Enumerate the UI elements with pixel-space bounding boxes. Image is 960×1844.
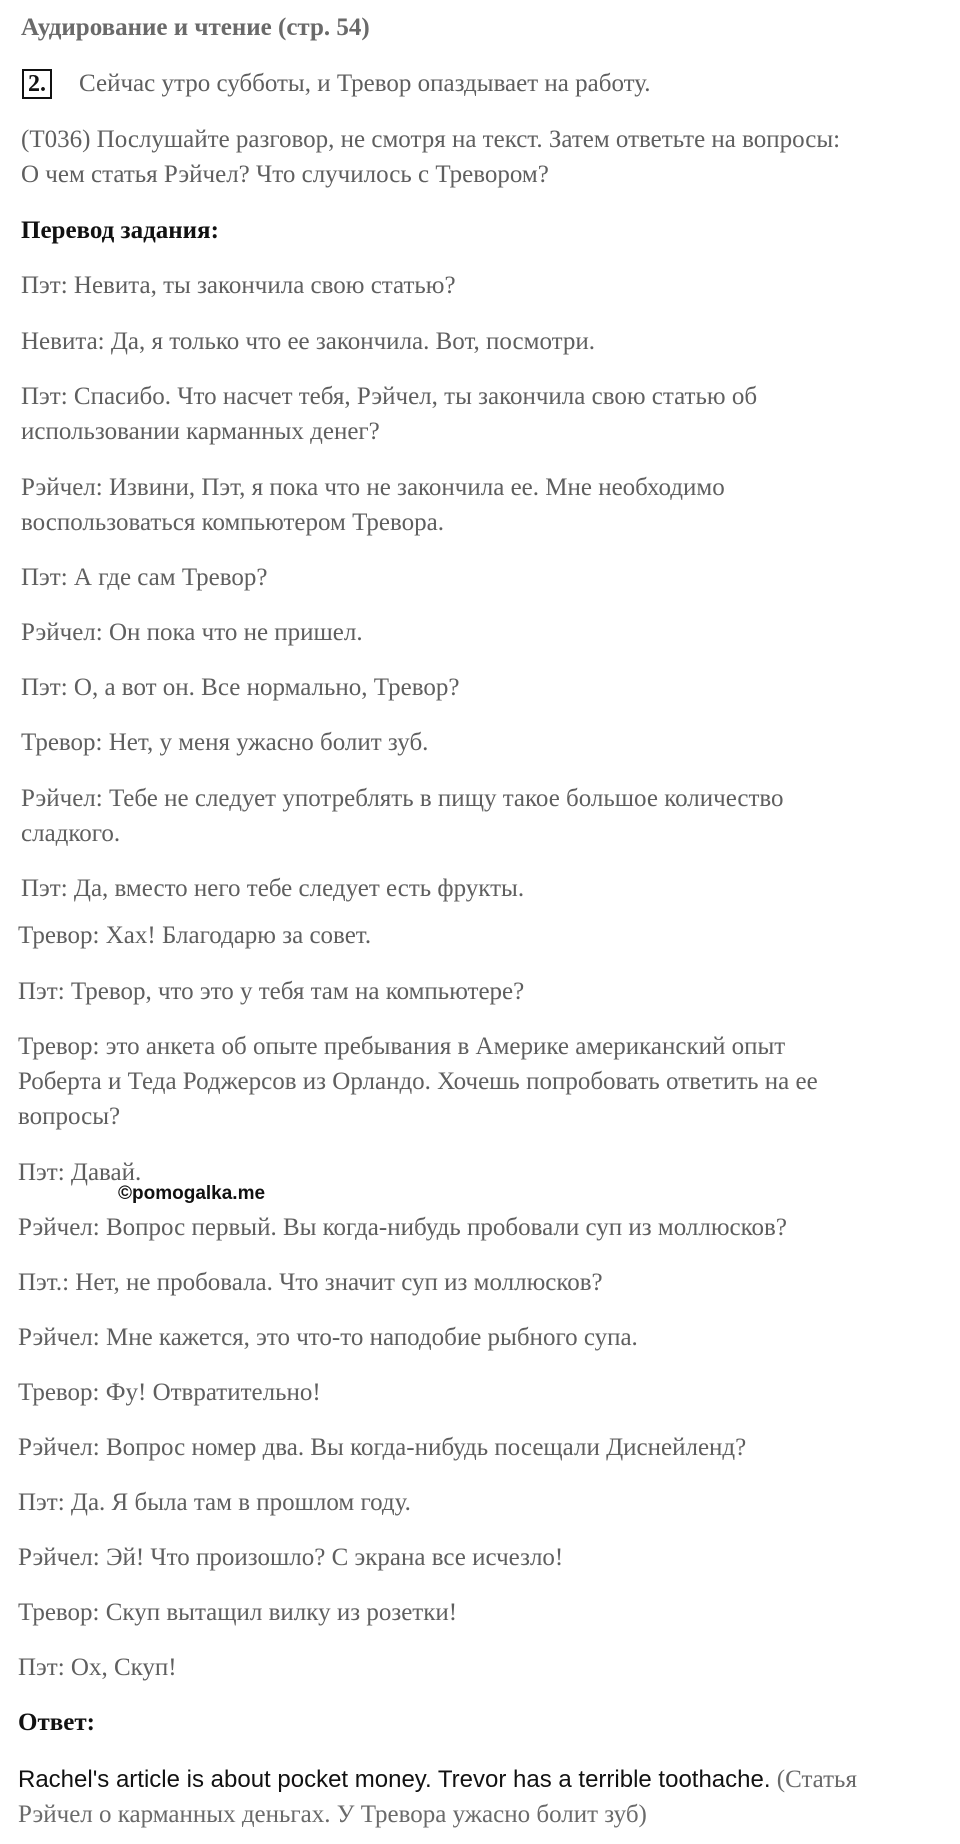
dialogue-line: вопросы? — [18, 1103, 121, 1130]
dialogue-line: Тревор: Хах! Благодарю за совет. — [18, 922, 372, 949]
dialogue-line: Рэйчел: Вопрос номер два. Вы когда-нибудь посещали Диснейленд? — [18, 1434, 747, 1461]
dialogue-line: Пэт: Тревор, что это у тебя там на компьютере? — [18, 978, 525, 1005]
dialogue-line: Пэт: Ох, Скуп! — [18, 1654, 177, 1681]
dialogue-line: Тревор: Фу! Отвратительно! — [18, 1379, 321, 1406]
dialogue-line: Тревор: Скуп вытащил вилку из розетки! — [18, 1599, 458, 1626]
dialogue-line: Рэйчел: Он пока что не пришел. — [21, 619, 363, 646]
dialogue-line: Рэйчел: Мне кажется, это что-то наподобие рыбного супа. — [18, 1324, 638, 1351]
dialogue-line: Рэйчел: Извини, Пэт, я пока что не закончила ее. Мне необходимо — [21, 474, 725, 501]
dialogue-line: Пэт: А где сам Тревор? — [21, 564, 268, 591]
answer-line-1 — [18, 1762, 857, 1797]
dialogue-line: использовании карманных денег? — [21, 418, 380, 445]
task-statement: Сейчас утро субботы, и Тревор опаздывает на работу. — [79, 70, 651, 97]
dialogue-line: Пэт: О, а вот он. Все нормально, Тревор? — [21, 674, 460, 701]
answer-heading: Ответ: — [18, 1709, 95, 1736]
dialogue-line: Пэт: Да, вместо него тебе следует есть фрукты. — [21, 875, 525, 902]
watermark-text: ©pomogalka.me — [118, 1183, 266, 1204]
dialogue-line: Пэт: Спасибо. Что насчет тебя, Рэйчел, ты закончила свою статью об — [21, 383, 758, 410]
translation-heading: Перевод задания: — [21, 217, 219, 244]
task-instruction-line-1: (T036) Послушайте разговор, не смотря на текст. Затем ответьте на вопросы: — [21, 126, 841, 153]
dialogue-line: Тревор: Нет, у меня ужасно болит зуб. — [21, 729, 429, 756]
dialogue-line: воспользоваться компьютером Тревора. — [21, 509, 444, 536]
dialogue-line: Пэт: Да. Я была там в прошлом году. — [18, 1489, 411, 1516]
dialogue-line: Пэт.: Нет, не пробовала. Что значит суп из моллюсков? — [18, 1269, 603, 1296]
dialogue-line: Роберта и Теда Роджерсов из Орландо. Хочешь попробовать ответить на ее — [18, 1068, 818, 1095]
task-instruction-line-2: О чем статья Рэйчел? Что случилось с Тревором? — [21, 161, 549, 188]
dialogue-line: Невита: Да, я только что ее закончила. Вот, посмотри. — [21, 328, 595, 355]
dialogue-line: Тревор: это анкета об опыте пребывания в Америке американский опыт — [18, 1033, 786, 1060]
dialogue-line: сладкого. — [21, 820, 121, 847]
answer-russian-start: (Статья — [776, 1766, 857, 1793]
answer-russian-line: Рэйчел о карманных деньгах. У Тревора ужасно болит зуб) — [18, 1801, 647, 1828]
dialogue-line: Пэт: Давай. — [18, 1159, 142, 1186]
answer-english: Rachel's article is about pocket money. Trevor has a terrible toothache. — [18, 1766, 771, 1793]
section-title: Аудирование и чтение (стр. 54) — [21, 14, 370, 41]
dialogue-line: Рэйчел: Тебе не следует употреблять в пищу такое большое количество — [21, 785, 784, 812]
task-number-box: 2. — [22, 69, 52, 99]
dialogue-line: Рэйчел: Эй! Что произошло? С экрана все исчезло! — [18, 1544, 564, 1571]
dialogue-line: Рэйчел: Вопрос первый. Вы когда-нибудь пробовали суп из моллюсков? — [18, 1214, 787, 1241]
dialogue-line: Пэт: Невита, ты закончила свою статью? — [21, 272, 456, 299]
